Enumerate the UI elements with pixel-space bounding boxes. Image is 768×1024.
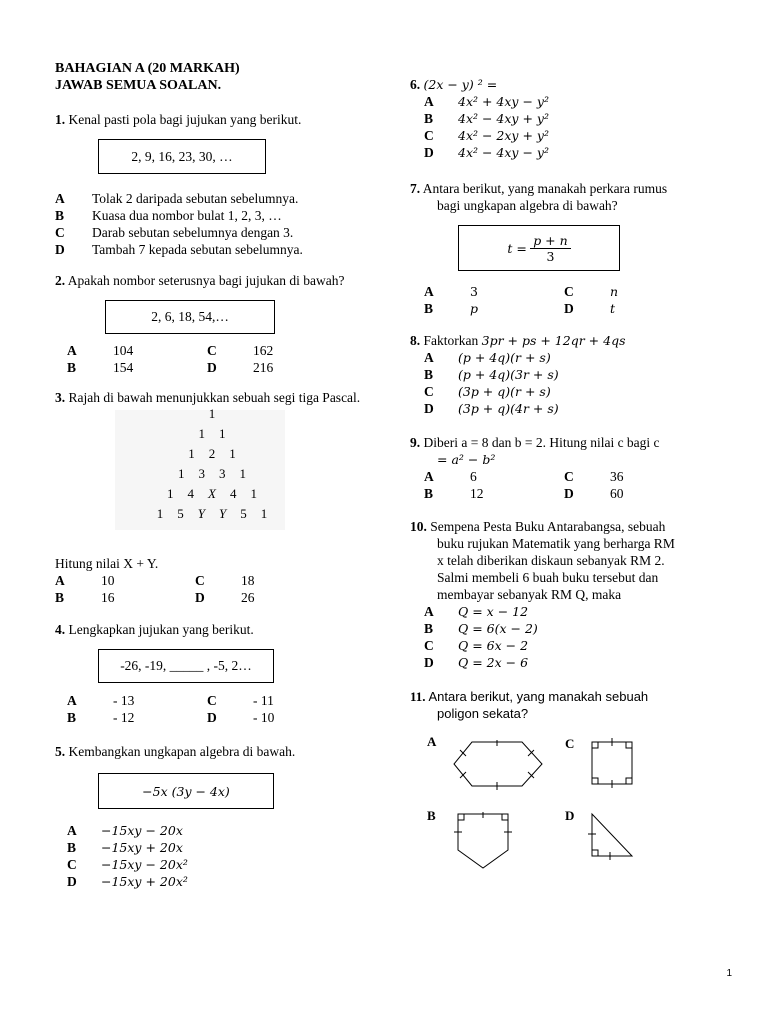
q11-label-a[interactable]: A [427,734,437,749]
q8-option-d[interactable]: D (3p + q)(4r + s) [424,401,559,416]
question-10-line-3: x telah diberikan diskaun sebanyak RM 2. [437,553,665,568]
question-7: 7. Antara berikut, yang manakah perkara rumus [410,181,668,196]
q5-option-d[interactable]: D −15xy + 20x² [67,874,188,889]
triangle-shape[interactable] [588,812,638,860]
pascal-row [117,486,307,502]
pascal-entry: Y [219,506,227,521]
pascal-entry: 1 [167,486,174,501]
q11-label-c[interactable]: C [565,736,575,751]
q4-sequence-box: -26, -19, _____ , -5, 2… [98,649,274,683]
question-9-cont: = a² − b² [437,452,496,467]
q10-option-a[interactable]: A Q = x − 12 [424,604,529,619]
q2-option-d[interactable]: 216 [253,360,274,375]
pascal-entry: 1 [219,426,226,441]
hexagon-shape[interactable] [450,740,550,790]
pascal-entry: 5 [240,506,247,521]
question-5: 5. Kembangkan ungkapan algebra di bawah. [55,744,296,759]
q2-option-c[interactable]: 162 [253,343,274,358]
q8-option-a[interactable]: A (p + 4q)(r + s) [424,350,551,365]
q3-prompt: Hitung nilai X + Y. [55,556,159,571]
q10-option-d[interactable]: D Q = 2x − 6 [424,655,529,670]
q5-option-b[interactable]: B −15xy + 20x [67,840,183,855]
section-instruction: JAWAB SEMUA SOALAN. [55,78,222,93]
pascal-entry: 1 [198,426,205,441]
question-4: 4. Lengkapkan jujukan yang berikut. [55,622,254,637]
q2-sequence-box: 2, 6, 18, 54,… [105,300,275,334]
q5-option-c[interactable]: C −15xy − 20x² [67,857,188,872]
q4-option-c[interactable]: - 11 [253,693,274,708]
pascal-entry: 1 [239,466,246,481]
q2-option-b[interactable]: 154 [113,360,134,375]
q9-option-a[interactable]: 6 [470,469,477,484]
q10-options [424,603,730,671]
question-6: 6. (2x − y) ² = [410,77,498,92]
q5-options [67,822,365,890]
q4-option-a[interactable]: - 13 [113,693,135,708]
q8-options [424,349,730,417]
pascal-entry: 2 [208,446,216,461]
question-10-line-5: membayar sebanyak RM Q, maka [437,587,622,602]
pascal-entry: 3 [219,466,226,481]
question-1: 1. Kenal pasti pola bagi jujukan yang berikut. [55,112,302,127]
q1-options [55,190,365,258]
section-title: BAHAGIAN A (20 MARKAH) [55,61,240,76]
pascal-row [117,506,307,522]
q9-option-c[interactable]: 36 [610,469,624,484]
pascal-row [117,406,307,422]
q2-options: A 104 C 162 B 154 D 216 [67,342,365,376]
q7-option-c[interactable]: n [610,284,619,299]
pascal-row [117,446,307,462]
question-10-line-2: buku rujukan Matematik yang berharga RM [437,536,675,551]
pascal-triangle [55,406,365,541]
q4-option-d[interactable]: - 10 [253,710,275,725]
q1-option-c[interactable]: C Darab sebutan sebelumnya dengan 3. [55,225,294,240]
q1-option-a[interactable]: A Tolak 2 daripada sebutan sebelumnya. [55,191,299,206]
q6-option-d[interactable]: D 4x² − 4xy − y² [424,145,549,160]
square-shape[interactable] [588,738,638,790]
question-2: 2. Apakah nombor seterusnya bagi jujukan di bawah? [55,273,345,288]
pascal-entry: 1 [156,506,164,521]
q3-option-d[interactable]: 26 [241,590,255,605]
q3-option-c[interactable]: 18 [241,573,255,588]
q7-option-b[interactable]: p [470,301,479,316]
pascal-entry: X [208,486,216,501]
q11-shapes [410,734,670,864]
pascal-entry: 1 [260,506,268,521]
q1-sequence-box: 2, 9, 16, 23, 30, … [98,139,266,174]
q9-option-b[interactable]: 12 [470,486,484,501]
q9-option-d[interactable]: 60 [610,486,624,501]
q7-option-d[interactable]: t [610,301,616,316]
q10-option-c[interactable]: C Q = 6x − 2 [424,638,529,653]
q8-option-b[interactable]: B (p + 4q)(3r + s) [424,367,559,382]
pascal-entry: 4 [187,486,195,501]
q6-option-b[interactable]: B 4x² − 4xy + y² [424,111,549,126]
question-11-cont: poligon sekata? [437,706,529,721]
q11-label-d[interactable]: D [565,808,575,823]
q4-option-b[interactable]: - 12 [113,710,135,725]
right-column [410,76,730,864]
left-column [55,60,365,890]
pascal-entry: 5 [177,506,184,521]
q1-option-b[interactable]: B Kuasa dua nombor bulat 1, 2, 3, … [55,208,282,223]
question-10: 10. Sempena Pesta Buku Antarabangsa, sebuah [410,519,666,534]
pentagon-shape[interactable] [454,812,514,870]
q6-option-a[interactable]: A 4x² + 4xy − y² [424,94,549,109]
q8-option-c[interactable]: C (3p + q)(r + s) [424,384,551,399]
pascal-entry: 1 [208,406,216,421]
q6-options [424,93,730,161]
question-10-line-4: Salmi membeli 6 buah buku tersebut dan [437,570,659,585]
q3-option-a[interactable]: 10 [101,573,115,588]
pascal-entry: 4 [229,486,237,501]
q6-option-c[interactable]: C 4x² − 2xy + y² [424,128,549,143]
pascal-row [117,426,307,442]
q4-options: A - 13 C - 11 B - 12 D - 10 [67,692,365,726]
pascal-entry: 1 [229,446,236,461]
q2-option-a[interactable]: 104 [113,343,134,358]
q7-option-a[interactable]: 3 [470,284,478,299]
pascal-entry: 3 [198,466,205,481]
pascal-entry: 1 [188,446,195,461]
q9-options: A 6 C 36 B 12 D 60 [424,468,730,502]
q1-option-d[interactable]: D Tambah 7 kepada sebutan sebelumnya. [55,242,303,257]
q3-option-b[interactable]: 16 [101,590,115,605]
pascal-entry: Y [197,506,205,521]
pascal-entry: 1 [178,466,185,481]
q10-option-b[interactable]: B Q = 6(x − 2) [424,621,538,636]
pascal-row [117,466,307,482]
q11-label-b[interactable]: B [427,808,436,823]
q7-formula-box: t = $\frac{p + n}{3}$ [458,225,620,271]
question-7-cont: bagi ungkapan algebra di bawah? [437,198,618,213]
q3-options: A 10 C 18 B 16 D 26 [55,572,365,606]
q7-options: A 3 C n B p D t [424,283,730,317]
question-9: 9. Diberi a = 8 dan b = 2. Hitung nilai c bagi c [410,435,660,450]
question-3: 3. Rajah di bawah menunjukkan sebuah segi tiga Pascal. [55,390,361,405]
pascal-entry: 1 [250,486,257,501]
page-number: 1 [726,968,732,979]
question-8: 8. Faktorkan 3pr + ps + 12qr + 4qs [410,333,626,348]
q5-option-a[interactable]: A −15xy − 20x [67,823,183,838]
question-11: 11. Antara berikut, yang manakah sebuah [410,689,649,704]
q5-expression-box: −5x (3y − 4x) [98,773,274,809]
